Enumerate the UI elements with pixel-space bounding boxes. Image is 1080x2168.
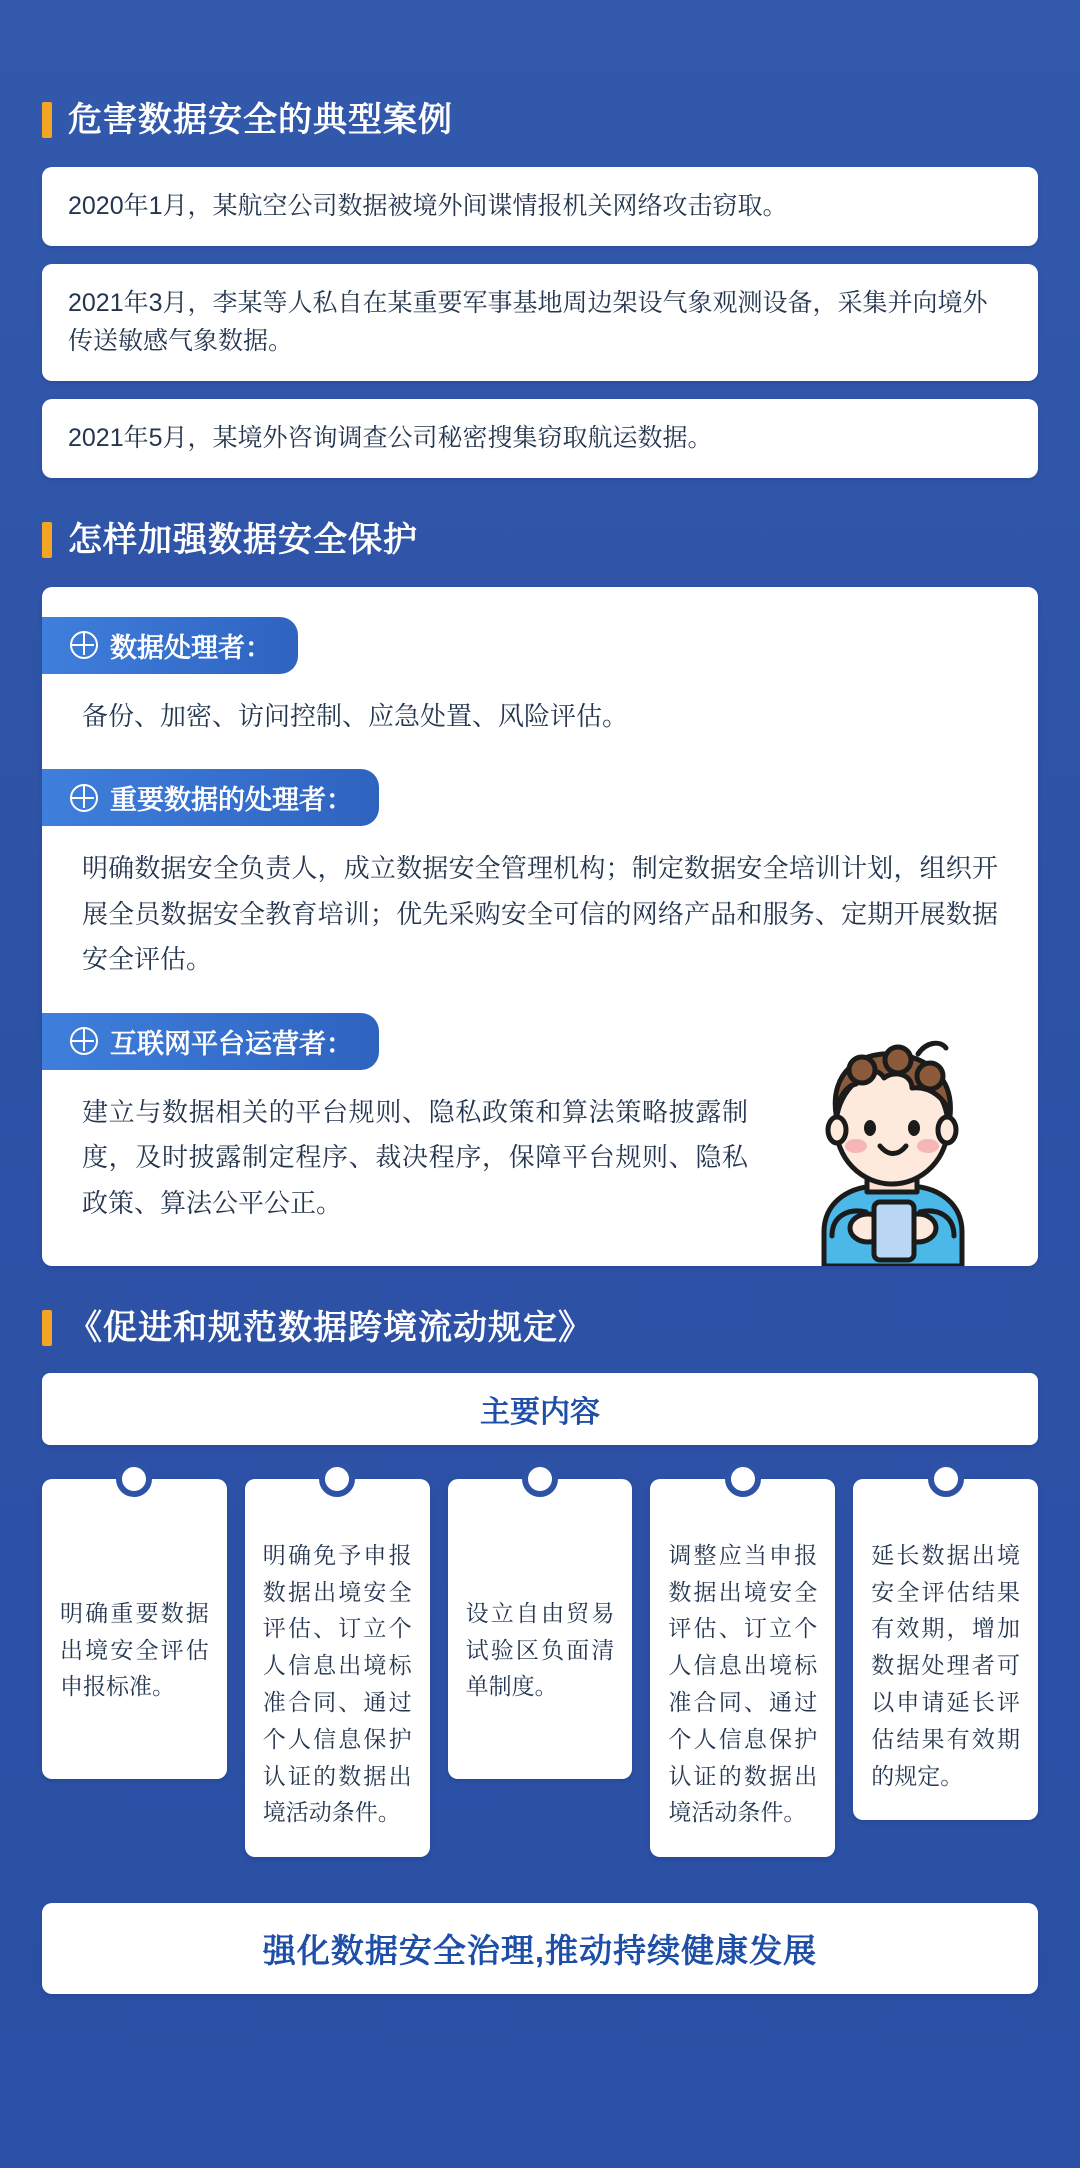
protection-group-label-wrap (42, 769, 379, 826)
footer-slogan: 强化数据安全治理,推动持续健康发展 (42, 1903, 1038, 1994)
column-dot-icon (522, 1461, 558, 1497)
regulation-title: 《促进和规范数据跨境流动规定》 (68, 1309, 593, 1348)
regulation-column (448, 1479, 633, 1779)
globe-icon (70, 1027, 98, 1055)
section-heading-cases (42, 100, 1038, 141)
top-spacer (42, 0, 1038, 100)
protection-group (42, 617, 1038, 740)
protection-card (42, 587, 1038, 1267)
regulation-subtitle: 主要内容 (42, 1373, 1038, 1445)
globe-icon (70, 784, 98, 812)
protection-title: 怎样加强数据安全保护 (68, 520, 418, 559)
boy-with-phone-illustration (762, 1036, 1012, 1266)
column-dot-icon (116, 1461, 152, 1497)
protection-group-label-wrap (42, 1013, 379, 1070)
accent-bar-icon (42, 1310, 52, 1346)
regulation-columns (42, 1479, 1038, 1857)
cases-list (42, 167, 1038, 478)
case-item: 2021年5月，某境外咨询调查公司秘密搜集窃取航运数据。 (42, 399, 1038, 478)
protection-group-label: 互联网平台运营者： (110, 1028, 353, 1059)
accent-bar-icon (42, 522, 52, 558)
regulation-column (245, 1479, 430, 1857)
globe-icon (70, 631, 98, 659)
protection-group-label: 重要数据的处理者： (110, 785, 353, 816)
protection-group (42, 769, 1038, 983)
regulation-column (853, 1479, 1038, 1821)
column-dot-icon (319, 1461, 355, 1497)
regulation-column-text: 延长数据出境安全评估结果有效期，增加数据处理者可以申请延长评估结果有效期的规定。 (871, 1541, 1020, 1789)
regulation-column-text: 明确免予申报数据出境安全评估、订立个人信息出境标准合同、通过个人信息保护认证的数据出境活动条件。 (262, 1541, 412, 1826)
accent-bar-icon (42, 102, 52, 138)
protection-group-body: 明确数据安全负责人，成立数据安全管理机构；制定数据安全培训计划，组织开展全员数据安全教育培训；优先采购安全可信的网络产品和服务、定期开展数据安全评估。 (82, 853, 998, 975)
regulation-column-text: 调整应当申报数据出境安全评估、订立个人信息出境标准合同、通过个人信息保护认证的数据出境活动条件。 (668, 1541, 818, 1826)
protection-group-body: 建立与数据相关的平台规则、隐私政策和算法策略披露制度，及时披露制定程序、裁决程序，保障平台规则、隐私政策、算法公平公正。 (82, 1096, 748, 1218)
regulation-column-text: 明确重要数据出境安全评估申报标准。 (60, 1599, 209, 1700)
column-dot-icon (725, 1461, 761, 1497)
column-dot-icon (928, 1461, 964, 1497)
regulation-column (650, 1479, 835, 1857)
regulation-column-text: 设立自由贸易试验区负面清单制度。 (465, 1599, 615, 1700)
case-item: 2020年1月，某航空公司数据被境外间谍情报机关网络攻击窃取。 (42, 167, 1038, 246)
regulation-column (42, 1479, 227, 1779)
protection-group-label: 数据处理者： (110, 632, 272, 663)
protection-group-label-wrap (42, 617, 298, 674)
section-heading-regulation (42, 1308, 1038, 1349)
protection-group-body: 备份、加密、访问控制、应急处置、风险评估。 (82, 700, 629, 731)
cases-title: 危害数据安全的典型案例 (68, 101, 453, 139)
section-heading-protection (42, 520, 1038, 561)
case-item: 2021年3月，李某等人私自在某重要军事基地周边架设气象观测设备，采集并向境外传送敏感气象数据。 (42, 264, 1038, 382)
